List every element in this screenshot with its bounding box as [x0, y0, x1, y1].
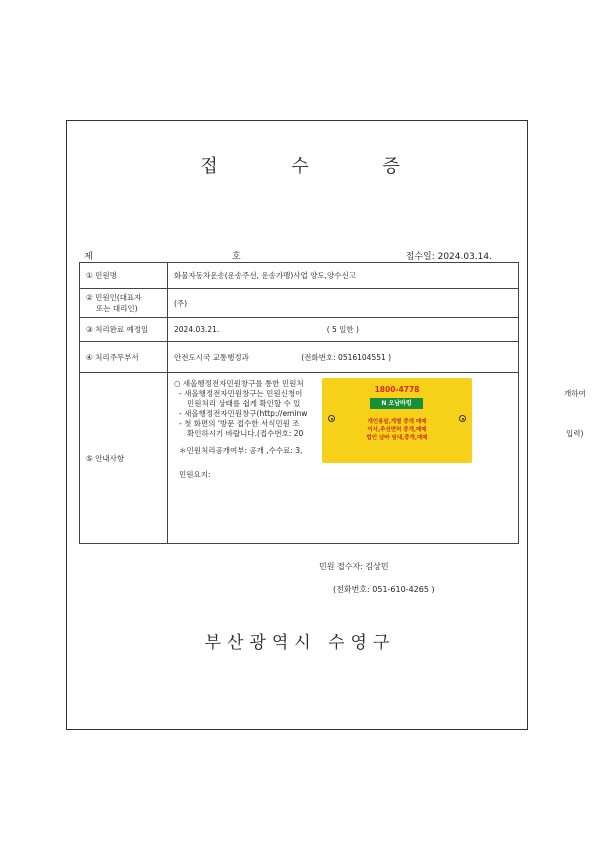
row-department	[80, 342, 519, 373]
ad-sticker	[322, 378, 472, 463]
guide-line-tail: 입력)	[566, 429, 584, 438]
receiver-phone: (전화번호: 051-610-4265 )	[333, 585, 435, 594]
number-prefix: 제	[84, 252, 93, 262]
receipt-date: 접수일: 2024.03.14.	[405, 252, 492, 262]
guide-line: - 새올행정전자민원창구는 민원신청이	[179, 389, 303, 398]
due-date: 2024.03.21.	[174, 325, 220, 334]
ad-line: 법인 남바 임대,중개,매매	[366, 435, 428, 441]
ad-text	[322, 418, 472, 442]
ad-phone: 1800-4778	[374, 385, 420, 394]
row-applicant	[80, 289, 519, 318]
number-suffix: 호	[232, 252, 241, 262]
guide-line: - 새올행정전자민원창구(http://eminw	[179, 409, 308, 418]
row-petition-name	[80, 263, 519, 289]
ad-line: 개인용달,개별 중개 매매	[367, 419, 427, 425]
value-due-date	[168, 318, 519, 342]
label-applicant-line1: ② 민원인(대표자	[86, 293, 142, 302]
value-applicant: (주)	[168, 289, 519, 318]
label-petition-name: ① 민원명	[80, 263, 168, 289]
value-department	[168, 342, 519, 373]
guide-line: ＊민원처리공개여부: 공개 ,수수료: 3,	[179, 446, 303, 455]
guide-line: 확인하시기 바랍니다.(접수번호: 20	[187, 429, 304, 438]
department-phone: (전화번호: 0516104551 )	[301, 352, 392, 362]
ad-logo: N 오남바킹	[370, 398, 423, 409]
label-due-date: ③ 처리완료 예정일	[80, 318, 168, 342]
department-name: 안전도시국 교통행정과	[174, 352, 249, 362]
guide-line: ○ 새올행정전자민원창구를 통한 민원처	[174, 379, 304, 388]
guide-line-tail: 개하여	[564, 389, 586, 398]
label-guide: ⑤ 안내사항	[80, 373, 168, 544]
document-title: 접 수 증	[200, 156, 434, 177]
issuer-name: 부산광역시 수영구	[204, 633, 396, 653]
label-department: ④ 처리주무부서	[80, 342, 168, 373]
row-due-date	[80, 318, 519, 342]
guide-line: 민원요지:	[179, 470, 211, 479]
label-applicant-line2: 또는 대리인)	[96, 304, 138, 313]
due-days: ( 5 일한 )	[326, 325, 359, 334]
guide-line: - 첫 화면의 '방문 접수한 서식민원 조	[179, 419, 300, 428]
ad-line: 이사,주선면허 중개,매매	[367, 427, 427, 433]
guide-line: 민원처리 상태를 쉽게 확인할 수 있	[187, 399, 301, 408]
label-applicant	[80, 289, 168, 318]
value-petition-name: 화물자동차운송(운송주선, 운송가맹)사업 양도,양수신고	[168, 263, 519, 289]
receiver-name: 민원 접수자: 김상민	[319, 562, 389, 571]
